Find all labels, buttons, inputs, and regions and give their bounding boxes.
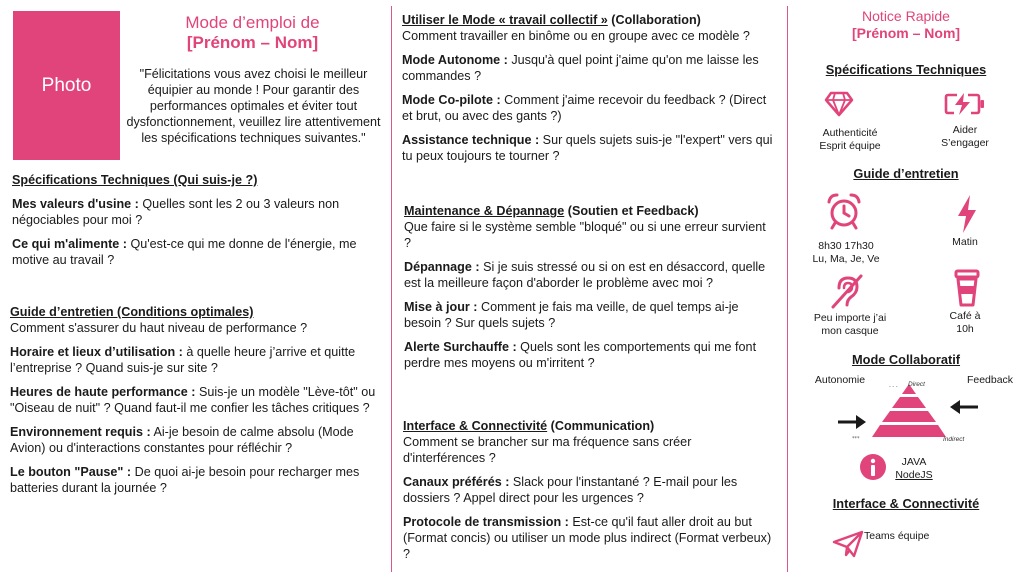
- collab-heading-suffix: (Collaboration): [607, 13, 701, 27]
- guide-heading: Guide d’entretien (Conditions optimales): [10, 305, 254, 319]
- guide-item-text: Suis-je un modèle "Lève-tôt" ou "Oiseau de nuit" ? Quand faut-il me confier les tâches critiques ?: [10, 385, 376, 415]
- noise-line1: Peu importe j’ai: [813, 312, 887, 324]
- direct-label: Direct: [908, 381, 925, 388]
- spec-item-1: [12, 196, 377, 228]
- iface-heading-title: Interface & Connectivité: [403, 419, 548, 433]
- noise-label: [800, 312, 900, 338]
- collab-pyramid-icon: [834, 382, 984, 444]
- collab-heading-title: Utiliser le Mode « travail collectif »: [402, 13, 608, 27]
- guide-item-text: Ai-je besoin de calme absolu (Mode Avion) ou d'interactions constantes pour réfléchir ?: [10, 425, 354, 455]
- hours-label: [800, 240, 892, 266]
- iface-item-label: Protocole de transmission :: [403, 515, 569, 529]
- iface-item-1: [403, 474, 777, 506]
- maint-item-1: [404, 259, 776, 291]
- iface-item-label: Canaux préférés :: [403, 475, 510, 489]
- spec-item-label: Ce qui m'alimente :: [12, 237, 127, 251]
- spec-left-label: [800, 127, 900, 153]
- page-title-line1: Mode d’emploi de: [185, 13, 320, 32]
- quick-collab-heading: Mode Collaboratif: [851, 352, 961, 367]
- collab-item-2: [402, 92, 776, 124]
- autonomie-label: Autonomie: [814, 374, 866, 386]
- collab-item-label: Mode Co-pilote :: [402, 93, 501, 107]
- hearing-off-icon: [830, 273, 864, 309]
- coffee-cup-icon: [952, 268, 982, 308]
- maint-heading: [404, 203, 776, 219]
- quick-notice-title-line1: Notice Rapide: [862, 8, 950, 24]
- guide-item-label: Le bouton "Pause" :: [10, 465, 132, 479]
- column-divider-2: [787, 6, 788, 572]
- maint-item-label: Dépannage :: [404, 260, 480, 274]
- info-icon: [859, 453, 887, 481]
- guide-item-text: De quoi ai-je besoin pour recharger mes batteries durant la journée ?: [10, 465, 360, 495]
- guide-item-1: [10, 344, 380, 376]
- specs-heading: Spécifications Techniques (Qui suis-je ?): [12, 173, 258, 187]
- photo-placeholder: [13, 11, 120, 160]
- expert-line2: NodeJS: [895, 469, 933, 481]
- maint-item-label: Alerte Surchauffe :: [404, 340, 517, 354]
- spec-right-line2: S’engager: [941, 137, 989, 149]
- alarm-clock-icon: [826, 192, 862, 232]
- guide-item-4: [10, 464, 380, 496]
- maintenance-section: [404, 203, 776, 379]
- iface-heading: [403, 418, 777, 434]
- iface-item-2: [403, 514, 777, 562]
- iface-subtitle: Comment se brancher sur ma fréquence sans créer d'interférences ?: [403, 435, 692, 465]
- diamond-icon: [824, 91, 854, 117]
- spec-item-label: Mes valeurs d'usine :: [12, 197, 139, 211]
- guide-item-label: Environnement requis :: [10, 425, 151, 439]
- quick-interface-heading: Interface & Connectivité: [832, 496, 980, 511]
- guide-item-label: Horaire et lieux d’utilisation :: [10, 345, 183, 359]
- maint-subtitle: Que faire si le système semble "bloqué" ou si une erreur survient ?: [404, 220, 766, 250]
- guide-section: [10, 304, 380, 504]
- hours-line2: Lu, Ma, Je, Ve: [812, 253, 880, 265]
- iface-item-text: Slack pour l'instantané ? E-mail pour les dossiers ? Appel direct pour les urgences ?: [403, 475, 738, 505]
- collab-item-1: [402, 52, 776, 84]
- quick-guide-heading: Guide d’entretien: [853, 166, 959, 181]
- spec-item-2: [12, 236, 377, 268]
- feedback-label: Feedback: [966, 374, 1014, 386]
- page-title: [120, 13, 385, 53]
- intro-text: "Félicitations vous avez choisi le meilleur équipier au monde ! Pour garantir des performances optimales et éviter tout dysfonctionnement, veuillez lire attentivement les spécifications techniques suivantes.": [126, 67, 381, 145]
- collab-item-label: Assistance technique :: [402, 133, 540, 147]
- expert-label: [892, 456, 936, 482]
- lightning-icon: [955, 194, 979, 234]
- photo-label: Photo: [41, 74, 92, 96]
- maint-heading-title: Maintenance & Dépannage: [404, 204, 565, 218]
- maint-item-2: [404, 299, 776, 331]
- svg-text:***: ***: [852, 436, 860, 442]
- peak-label: Matin: [952, 236, 978, 248]
- expert-line1: JAVA: [901, 456, 927, 468]
- page-title-name: [Prénom – Nom]: [186, 33, 319, 52]
- svg-text:- - -: - - -: [889, 384, 898, 390]
- spec-right-line1: Aider: [952, 124, 978, 136]
- coffee-label: [935, 310, 995, 336]
- quick-notice-title: [792, 8, 1020, 42]
- indirect-label: Indirect: [943, 436, 965, 443]
- guide-item-label: Heures de haute performance :: [10, 385, 196, 399]
- battery-charging-icon: [944, 92, 986, 116]
- iface-heading-suffix: (Communication): [547, 419, 655, 433]
- guide-subtitle: Comment s'assurer du haut niveau de performance ?: [10, 321, 308, 335]
- maint-item-label: Mise à jour :: [404, 300, 478, 314]
- hours-line1: 8h30 17h30: [818, 240, 874, 252]
- spec-left-line1: Authenticité: [822, 127, 878, 139]
- collab-item-3: [402, 132, 776, 164]
- maint-item-3: [404, 339, 776, 371]
- coffee-line2: 10h: [956, 323, 974, 335]
- maint-item-text: Quels sont les comportements qui me font perdre mes moyens ou m'irritent ?: [404, 340, 757, 370]
- collab-subtitle: Comment travailler en binôme ou en groupe avec ce modèle ?: [402, 29, 750, 43]
- collab-item-text: Jusqu'à quel point j'aime qu'on me laisse les commandes ?: [402, 53, 759, 83]
- maint-item-text: Comment je fais ma veille, de quel temps ai-je besoin ? Sur quels sujets ?: [404, 300, 739, 330]
- spec-left-line2: Esprit équipe: [819, 140, 881, 152]
- collab-item-text: Sur quels sujets suis-je "l'expert" vers qui tu peux toujours te tourner ?: [402, 133, 773, 163]
- collab-section: [402, 12, 776, 172]
- collab-item-label: Mode Autonome :: [402, 53, 508, 67]
- teams-label: Teams équipe: [864, 530, 930, 542]
- spec-right-label: [915, 124, 1015, 150]
- spec-item-text: Qu'est-ce qui me donne de l'énergie, me motive au travail ?: [12, 237, 357, 267]
- guide-item-3: [10, 424, 380, 456]
- coffee-line1: Café à: [949, 310, 981, 322]
- quick-notice-name: [Prénom – Nom]: [851, 25, 961, 41]
- noise-line2: mon casque: [821, 325, 879, 337]
- maint-item-text: Si je suis stressé ou si on est en désaccord, quelle est la meilleure façon d'aborder le problème avec moi ?: [404, 260, 766, 290]
- paper-plane-icon: [832, 530, 864, 558]
- collab-heading: [402, 12, 776, 28]
- iface-item-text: Est-ce qu'il faut aller droit au but (Format concis) ou utiliser un mode plus indirect (Format verbeux) ?: [403, 515, 772, 561]
- spec-item-text: Quelles sont les 2 ou 3 valeurs non négociables pour moi ?: [12, 197, 340, 227]
- guide-item-text: à quelle heure j’arrive et quitte l’entreprise ? Quand suis-je sur site ?: [10, 345, 356, 375]
- guide-item-2: [10, 384, 380, 416]
- maint-heading-suffix: (Soutien et Feedback): [564, 204, 699, 218]
- interface-section: [403, 418, 777, 570]
- quick-specs-heading: Spécifications Techniques: [825, 62, 987, 77]
- column-divider-1: [391, 6, 392, 572]
- collab-item-text: Comment j'aime recevoir du feedback ? (Direct et brut, ou avec des gants ?): [402, 93, 767, 123]
- specs-section: [12, 172, 377, 276]
